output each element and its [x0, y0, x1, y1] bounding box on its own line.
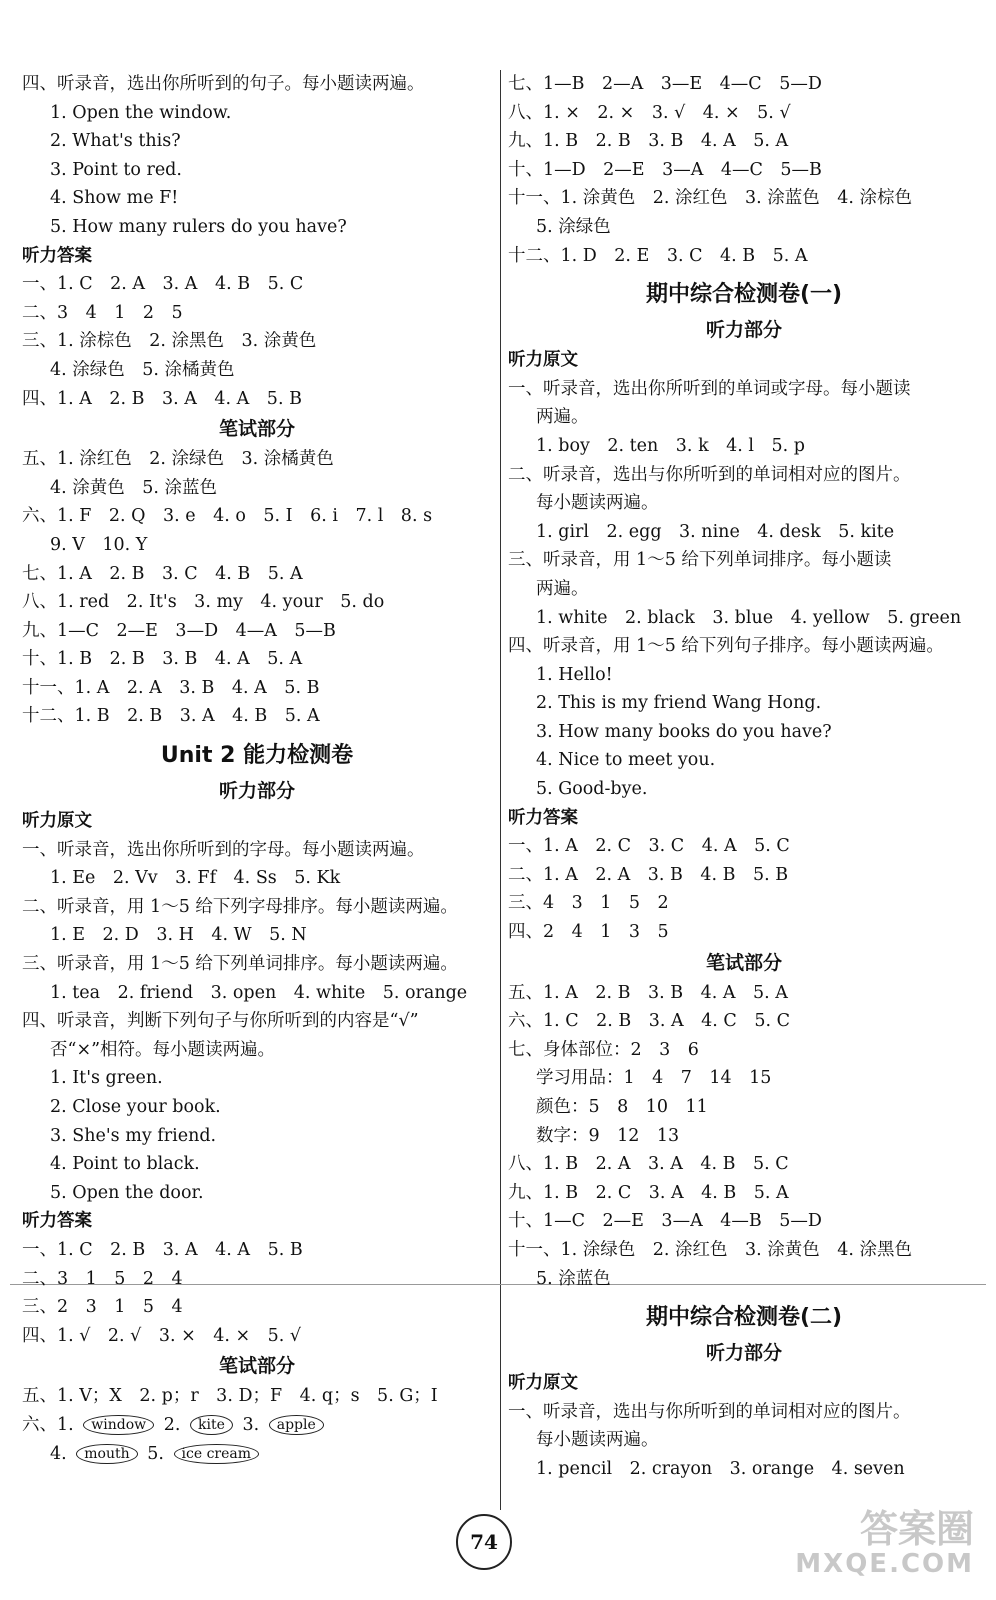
answer-line: 1. Ee 2. Vv 3. Ff 4. Ss 5. Kk: [50, 868, 341, 889]
answer-line: 十、1—D 2—E 3—A 4—C 5—B: [508, 159, 822, 180]
sentence: 1. Open the window.: [50, 102, 232, 123]
answer-line: 一、1. A 2. C 3. C 4. A 5. C: [508, 836, 790, 857]
sentence: 4. Nice to meet you.: [536, 750, 716, 771]
answer-line: 十一、1. 涂绿色 2. 涂红色 3. 涂黄色 4. 涂黑色: [508, 1239, 913, 1260]
answer-line: 八、1. red 2. It's 3. my 4. your 5. do: [22, 592, 385, 613]
circled-word: apple: [269, 1415, 324, 1435]
item-number: 2.: [163, 1414, 181, 1435]
right-column: [508, 70, 980, 1484]
answer-line: 三、2 3 1 5 4: [22, 1297, 183, 1318]
answer-line: 学习用品：1 4 7 14 15: [536, 1068, 772, 1089]
watermark-logo: [795, 1508, 974, 1578]
sentence: 2. Close your book.: [50, 1097, 221, 1117]
question-2: 二、听录音，用 1～5 给下列字母排序。每小题读两遍。: [22, 896, 458, 917]
circled-word: window: [83, 1415, 154, 1435]
sentence: 4. Point to black.: [50, 1154, 200, 1175]
sentence: 2. This is my friend Wang Hong.: [536, 693, 822, 714]
answer-line: 六、1. F 2. Q 3. e 4. o 5. I 6. i 7. l 8. s: [22, 506, 433, 527]
circled-word: mouth: [76, 1444, 137, 1464]
answer-line: 十、1. B 2. B 3. B 4. A 5. A: [22, 649, 303, 670]
sentence: 5. How many rulers do you have?: [50, 216, 347, 237]
watermark-url: MXQE.COM: [795, 1549, 974, 1579]
answer-line: 9. V 10. Y: [50, 534, 148, 555]
unit2-title: Unit 2 能力检测卷: [160, 743, 354, 769]
item-number: 5.: [147, 1443, 164, 1464]
answer-line: 四、2 4 1 3 5: [508, 922, 669, 943]
sentence: 1. It's green.: [50, 1068, 163, 1089]
listening-answers-heading: 听力答案: [22, 1211, 92, 1232]
question-1: 一、听录音，选出你所听到的单词或字母。每小题读: [508, 378, 911, 399]
question-1-cont: 每小题读两遍。: [536, 1430, 659, 1451]
question-3: 三、听录音，用 1～5 给下列单词排序。每小题读: [508, 550, 892, 571]
answer-line: 1. pencil 2. crayon 3. orange 4. seven: [536, 1458, 905, 1479]
listening-script-heading: 听力原文: [508, 350, 578, 371]
question-2-cont: 每小题读两遍。: [536, 493, 659, 514]
answer-line: 七、1—B 2—A 3—E 4—C 5—D: [508, 74, 822, 94]
answer-line: 一、1. C 2. A 3. A 4. B 5. C: [22, 274, 304, 295]
question-4: 四、听录音，用 1～5 给下列句子排序。每小题读两遍。: [508, 636, 944, 657]
answer-line-ovals: [22, 1440, 492, 1469]
midterm-1-title: 期中综合检测卷(一): [645, 282, 843, 308]
sentence: 4. Show me F!: [50, 188, 179, 209]
answer-line: 九、1—C 2—E 3—D 4—A 5—B: [22, 620, 336, 641]
question-4: 四、听录音，选出你所听到的句子。每小题读两遍。: [22, 74, 425, 94]
answer-line: 二、3 4 1 2 5: [22, 302, 183, 323]
answer-line: 十一、1. A 2. A 3. B 4. A 5. B: [22, 677, 320, 698]
answer-line: 三、1. 涂棕色 2. 涂黑色 3. 涂黄色: [22, 331, 317, 352]
sentence: 3. She's my friend.: [50, 1125, 217, 1146]
answer-line: 4. 涂黄色 5. 涂蓝色: [50, 477, 218, 498]
answer-line: 十、1—C 2—E 3—A 4—B 5—D: [508, 1211, 822, 1232]
sentence: 1. Hello!: [536, 664, 613, 685]
circled-word: ice cream: [174, 1444, 260, 1464]
answer-line: 七、1. A 2. B 3. C 4. B 5. A: [22, 563, 303, 584]
question-3: 三、听录音，用 1～5 给下列单词排序。每小题读两遍。: [22, 954, 458, 975]
question-1: 一、听录音，选出你所听到的字母。每小题读两遍。: [22, 839, 425, 860]
question-1-cont: 两遍。: [536, 407, 589, 428]
listening-section-heading: 听力部分: [218, 780, 295, 803]
answer-line: 九、1. B 2. B 3. B 4. A 5. A: [508, 131, 789, 152]
page-number: 74: [456, 1514, 512, 1570]
circled-word: kite: [190, 1415, 233, 1435]
column-divider: [500, 70, 501, 1510]
answer-line: 六、1. C 2. B 3. A 4. C 5. C: [508, 1011, 790, 1032]
answer-line: 四、1. √ 2. √ 3. × 4. × 5. √: [22, 1325, 302, 1346]
answer-line: 1. white 2. black 3. blue 4. yellow 5. green: [536, 607, 962, 628]
answer-line: 五、1. V；X 2. p；r 3. D；F 4. q；s 5. G；I: [22, 1386, 438, 1407]
listening-section-heading: 听力部分: [705, 319, 782, 342]
watermark-text: 答案圈: [859, 1507, 974, 1551]
answer-line: 三、4 3 1 5 2: [508, 893, 669, 914]
sentence: 5. Good-bye.: [536, 779, 648, 800]
question-3-cont: 两遍。: [536, 578, 589, 599]
left-column: [22, 70, 492, 1468]
written-section-heading: 笔试部分: [218, 418, 295, 441]
answer-line: 1. E 2. D 3. H 4. W 5. N: [50, 925, 307, 946]
answer-line: 一、1. C 2. B 3. A 4. A 5. B: [22, 1239, 303, 1260]
answer-line: 5. 涂蓝色: [536, 1268, 611, 1289]
listening-answers-heading: 听力答案: [508, 807, 578, 828]
written-section-heading: 笔试部分: [705, 951, 782, 974]
question-2: 二、听录音，选出与你所听到的单词相对应的图片。: [508, 464, 911, 485]
sentence: 3. Point to red.: [50, 159, 182, 180]
answer-line: 十一、1. 涂黄色 2. 涂红色 3. 涂蓝色 4. 涂棕色: [508, 188, 913, 209]
midterm-2-title: 期中综合检测卷(二): [645, 1305, 843, 1331]
answer-line: 二、3 1 5 2 4: [22, 1268, 183, 1289]
answer-line: 八、1. B 2. A 3. A 4. B 5. C: [508, 1154, 789, 1175]
sentence: 3. How many books do you have?: [536, 721, 832, 742]
answer-line: 十二、1. D 2. E 3. C 4. B 5. A: [508, 245, 808, 266]
answer-line: 十二、1. B 2. B 3. A 4. B 5. A: [22, 706, 320, 727]
answer-line: 数字：9 12 13: [536, 1125, 680, 1146]
answer-line: 二、1. A 2. A 3. B 4. B 5. B: [508, 864, 789, 885]
answer-line: 1. tea 2. friend 3. open 4. white 5. orange: [50, 982, 468, 1003]
answer-line: 4. 涂绿色 5. 涂橘黄色: [50, 359, 235, 380]
item-number: 3.: [242, 1414, 260, 1435]
answer-line: 5. 涂绿色: [536, 216, 611, 237]
answer-line: 五、1. A 2. B 3. B 4. A 5. A: [508, 982, 788, 1003]
answer-line: 七、身体部位：2 3 6: [508, 1039, 699, 1060]
sentence: 5. Open the door.: [50, 1182, 204, 1203]
answer-line: 四、1. A 2. B 3. A 4. A 5. B: [22, 388, 302, 409]
answer-line: 1. girl 2. egg 3. nine 4. desk 5. kite: [536, 521, 895, 542]
question-4-cont: 否“×”相符。每小题读两遍。: [50, 1039, 276, 1060]
listening-answers-heading: 听力答案: [22, 245, 92, 266]
answer-line: 八、1. × 2. × 3. √ 4. × 5. √: [508, 102, 791, 123]
item-number: 4.: [50, 1443, 67, 1464]
question-1: 一、听录音，选出与你所听到的单词相对应的图片。: [508, 1401, 911, 1422]
question-4: 四、听录音，判断下列句子与你所听到的内容是“√”: [22, 1011, 419, 1032]
listening-script-heading: 听力原文: [508, 1373, 578, 1394]
answer-line: 颜色：5 8 10 11: [536, 1097, 708, 1117]
sentence: 2. What's this?: [50, 131, 181, 152]
answer-line: 1. boy 2. ten 3. k 4. l 5. p: [536, 435, 805, 456]
listening-script-heading: 听力原文: [22, 811, 92, 832]
answer-line: 五、1. 涂红色 2. 涂绿色 3. 涂橘黄色: [22, 449, 334, 470]
written-section-heading: 笔试部分: [218, 1355, 295, 1378]
answer-line-ovals: [22, 1411, 492, 1440]
item-number: 六、1.: [22, 1414, 74, 1435]
listening-section-heading: 听力部分: [705, 1342, 782, 1365]
answer-line: 九、1. B 2. C 3. A 4. B 5. A: [508, 1182, 789, 1203]
